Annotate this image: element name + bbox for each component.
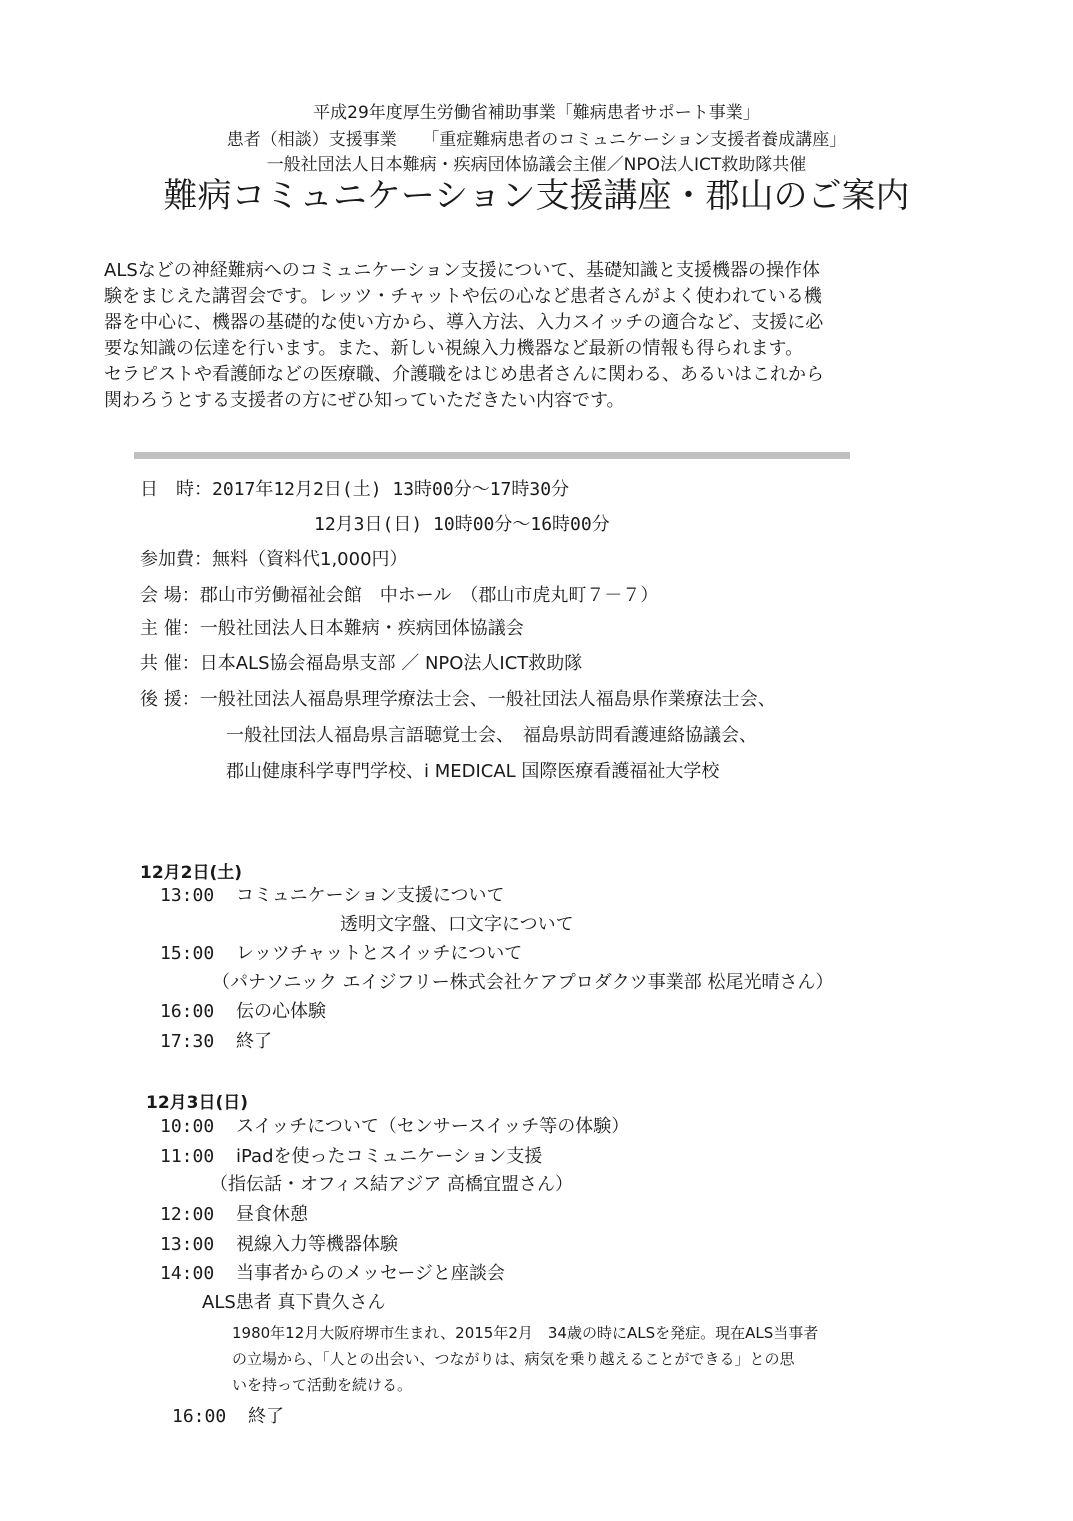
schedule-text: 視線入力等機器体験 xyxy=(236,1234,398,1255)
info-date-label: 日 時： xyxy=(140,479,212,500)
schedule-text: 伝の心体験 xyxy=(236,1001,326,1022)
schedule-time: 11:00 xyxy=(160,1146,215,1167)
schedule-item xyxy=(160,1115,629,1139)
info-support-label: 後 援： xyxy=(140,689,200,710)
intro-paragraph xyxy=(104,258,984,414)
schedule-item xyxy=(160,1030,272,1054)
info-support-1: 一般社団法人福島県理学療法士会、一般社団法人福島県作業療法士会、 xyxy=(199,689,776,710)
bio-line: 1980年12月大阪府堺市生まれ、2015年2月 34歳の時にALSを発症。現在ALS当事者 xyxy=(232,1324,819,1342)
info-fee-row xyxy=(140,548,408,572)
schedule-item xyxy=(160,1000,326,1024)
intro-line: セラピストや看護師などの医療職、介護職をはじめ患者さんに関わる、あるいはこれから xyxy=(104,364,824,385)
schedule-time: 13:00 xyxy=(160,1234,215,1255)
info-support-3: 郡山健康科学専門学校、i MEDICAL 国際医療看護福祉大学校 xyxy=(226,761,720,782)
info-host: 一般社団法人日本難病・疾病団体協議会 xyxy=(199,618,524,639)
day1-heading: 12月2日(土) xyxy=(140,863,243,883)
schedule-time: 15:00 xyxy=(160,943,215,964)
schedule-text: 終了 xyxy=(248,1406,284,1427)
schedule-item xyxy=(160,942,522,966)
info-venue-label: 会 場： xyxy=(140,585,200,606)
section-divider xyxy=(134,452,850,459)
schedule-text: スイッチについて（センサースイッチ等の体験） xyxy=(236,1116,630,1137)
bio-line: の立場から、「人との出会い、つながりは、病気を乗り越えることができる」との思 xyxy=(232,1350,795,1368)
info-host-row xyxy=(140,617,524,641)
schedule-item-sub: 透明文字盤、口文字について xyxy=(340,914,574,935)
schedule-text: コミュニケーション支援について xyxy=(236,885,505,906)
info-venue-row xyxy=(140,584,658,608)
header-line-3: 一般社団法人日本難病・疾病団体協議会主催／NPO法人ICT救助隊共催 xyxy=(266,155,807,175)
header-line-1: 平成29年度厚生労働省補助事業「難病患者サポート事業」 xyxy=(313,103,760,123)
schedule-item xyxy=(172,1405,284,1429)
info-fee-label: 参加費： xyxy=(140,549,212,570)
info-fee: 無料（資料代1,000円） xyxy=(212,549,408,570)
info-venue: 郡山市労働福祉会館 中ホール （郡山市虎丸町７－７） xyxy=(199,585,659,606)
intro-line: 関わろうとする支援者の方にぜひ知っていただきたい内容です。 xyxy=(104,390,625,411)
schedule-item-sub: （パナソニック エイジフリー株式会社ケアプロダクツ事業部 松尾光晴さん） xyxy=(212,972,834,993)
schedule-time: 12:00 xyxy=(160,1204,215,1225)
info-support-row xyxy=(140,688,776,712)
day2-heading: 12月3日(日) xyxy=(146,1093,249,1113)
schedule-text: レッツチャットとスイッチについて xyxy=(236,943,523,964)
bio-line: いを持って活動を続ける。 xyxy=(232,1376,413,1394)
intro-line: 器を中心に、機器の基礎的な使い方から、導入方法、入力スイッチの適合など、支援に必 xyxy=(104,312,824,333)
info-date-1: 2017年12月2日(土) 13時00分～17時30分 xyxy=(212,479,570,500)
header-line-2: 患者（相談）支援事業 「重症難病患者のコミュニケーション支援者養成講座」 xyxy=(226,130,847,150)
schedule-time: 17:30 xyxy=(160,1031,215,1052)
schedule-item-sub: （指伝話・オフィス結アジア 高橋宜盟さん） xyxy=(210,1174,574,1195)
schedule-time: 13:00 xyxy=(160,885,215,906)
info-host-label: 主 催： xyxy=(140,618,200,639)
schedule-text: 終了 xyxy=(236,1031,272,1052)
info-support-2: 一般社団法人福島県言語聴覚士会、 福島県訪問看護連絡協議会、 xyxy=(226,725,757,746)
schedule-time: 14:00 xyxy=(160,1263,215,1284)
schedule-item xyxy=(160,1262,505,1286)
page-title: 難病コミュニケーション支援講座・郡山のご案内 xyxy=(163,176,910,216)
info-cohost: 日本ALS協会福島県支部 ／ NPO法人ICT救助隊 xyxy=(199,653,583,674)
schedule-item xyxy=(160,1145,542,1169)
schedule-text: 昼食休憩 xyxy=(236,1204,308,1225)
schedule-time: 16:00 xyxy=(172,1406,227,1427)
info-cohost-row xyxy=(140,652,582,676)
info-date-2: 12月3日(日) 10時00分～16時00分 xyxy=(314,514,610,535)
info-date-row xyxy=(140,478,569,502)
intro-line: 要な知識の伝達を行います。また、新しい視線入力機器など最新の情報も得られます。 xyxy=(104,338,804,359)
intro-line: 験をまじえた講習会です。レッツ・チャットや伝の心など患者さんがよく使われている機 xyxy=(104,286,822,307)
schedule-item xyxy=(160,884,505,908)
schedule-text: 当事者からのメッセージと座談会 xyxy=(236,1263,505,1284)
schedule-time: 10:00 xyxy=(160,1116,215,1137)
info-cohost-label: 共 催： xyxy=(140,653,200,674)
speaker-name: ALS患者 真下貴久さん xyxy=(202,1292,386,1313)
speaker-bio xyxy=(232,1320,980,1398)
schedule-item xyxy=(160,1233,398,1257)
schedule-time: 16:00 xyxy=(160,1001,215,1022)
schedule-text: iPadを使ったコミュニケーション支援 xyxy=(236,1146,543,1167)
intro-line: ALSなどの神経難病へのコミュニケーション支援について、基礎知識と支援機器の操作体 xyxy=(104,260,820,281)
schedule-item xyxy=(160,1203,308,1227)
